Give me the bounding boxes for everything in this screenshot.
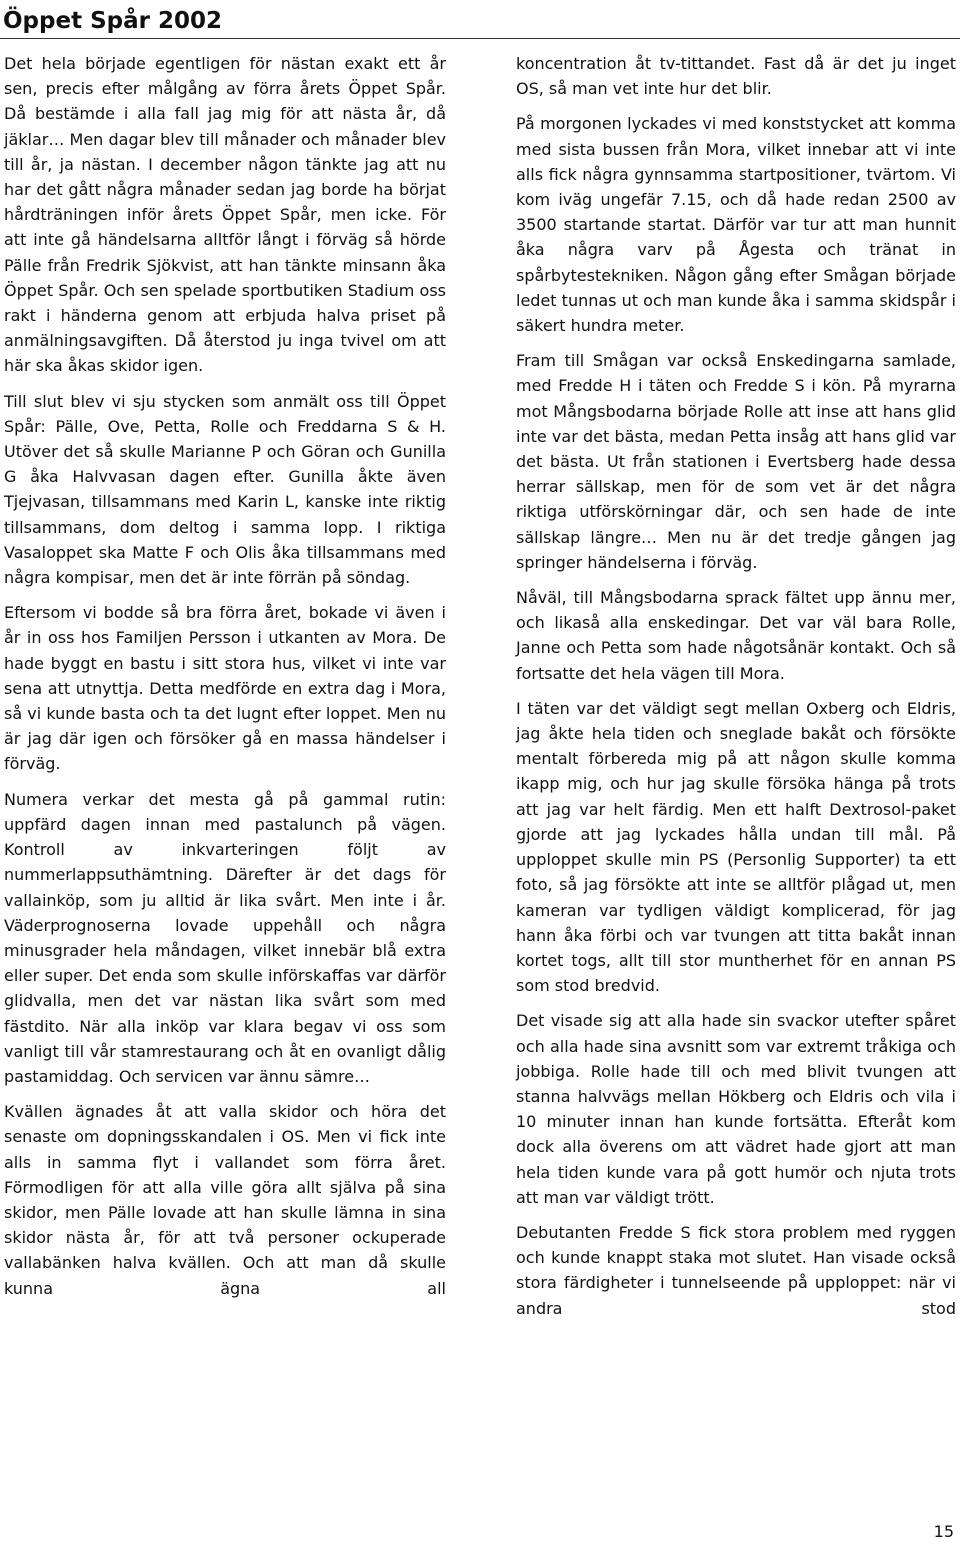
- paragraph: På morgonen lyckades vi med konststycket att komma med sista bussen från Mora, vilket innebar att vi inte alls fick några gynnsamma startpositioner, tvärtom. Vi kom iväg ungefär 7.15, och då hade redan 2500 av 3500 startande startat. Därför var tur att man hunnit åka några varv på Ågesta och tränat in spårbytestekniken. Någon gång efter Smågan började ledet tunnas ut och man kunde åka i samma skidspår i säkert hundra meter.: [516, 114, 956, 336]
- paragraph: Det hela började egentligen för nästan exakt ett år sen, precis efter målgång av förra årets Öppet Spår. Då bestämde i alla fall jag mig för att nästa år, då jäklar… Men dagar blev till månader och månader blev till år, ja nästan. I december någon tänkte jag att nu har det gått några månader sedan jag borde ha börjat hårdträningen inför årets Öppet Spår, men icke. För att inte gå händelsarna alltför långt i förväg så hörde Pälle från Fredrik Sjökvist, att han tänkte minsann åka Öppet Spår. Och sen spelade sportbutiken Stadium oss rakt i händerna genom att erbjuda halva priset på anmälningsavgiften. Då återstod ju inga tvivel om att här ska åkas skidor igen.: [4, 54, 446, 376]
- paragraph: Debutanten Fredde S fick stora problem med ryggen och kunde knappt staka mot slutet. Han visade också stora färdigheter i tunnelseende på upploppet: när vi andra stod: [516, 1222, 956, 1318]
- left-column: [4, 51, 446, 1311]
- page-number: 15: [933, 1522, 954, 1541]
- paragraph: Eftersom vi bodde så bra förra året, bokade vi även i år in oss hos Familjen Persson i utkanten av Mora. De hade byggt en bastu i sitt stora hus, vilket vi inte var sena att utnyttja. Detta medförde en extra dag i Mora, så vi kunde basta och ta det lugnt efter loppet. Men nu är jag där igen och försöker gå en massa händelser i förväg.: [4, 603, 446, 774]
- paragraph: Nåväl, till Mångsbodarna sprack fältet upp ännu mer, och likaså alla enskedingar. Det var väl bara Rolle, Janne och Petta som hade någotsånär kontakt. Och så fortsatte det hela vägen till Mora.: [516, 588, 956, 683]
- title-divider: [0, 38, 960, 39]
- paragraph: Fram till Smågan var också Enskedingarna samlade, med Fredde H i täten och Fredde S i kön. På myrarna mot Mångsbodarna började Rolle att inse att hans glid inte var det bästa, medan Petta insåg att hans glid var det bästa. Ut från stationen i Evertsberg hade dessa herrar sällskap, men för de som vet är det några riktiga utförskörningar där, och sen hade de inte sällskap längre… Men nu är det tredje gången jag springer händelserna i förväg.: [516, 351, 956, 572]
- paragraph: Till slut blev vi sju stycken som anmält oss till Öppet Spår: Pälle, Ove, Petta, Rolle och Freddarna S & H. Utöver det så skulle Marianne P och Göran och Gunilla G åka Halvvasan dagen efter. Gunilla åkte även Tjejvasan, tillsammans med Karin L, kanske inte riktig tillsammans, dom deltog i samma lopp. I riktiga Vasaloppet ska Matte F och Olis åka tillsammans med några kompisar, men det är inte förrän på söndag.: [4, 391, 446, 588]
- page-title: Öppet Spår 2002: [3, 8, 222, 34]
- paragraph: Numera verkar det mesta gå på gammal rutin: uppfärd dagen innan med pastalunch på vägen. Kontroll av inkvarteringen följt av nummerlappsuthämtning. Därefter är det dags för vallainköp, som ju alltid är lika svårt. Men inte i år. Väderprognoserna lovade uppehåll och några minusgrader hela måndagen, vilket innebär blå extra eller super. Det enda som skulle införskaffas var därför glidvalla, men det var nästan lika svårt som med fästdito. När alla inköp var klara begav vi oss som vanligt till vår stamrestaurang och åt en ovanligt dålig pastamiddag. Och servicen var ännu sämre…: [4, 789, 446, 1086]
- paragraph: koncentration åt tv-tittandet. Fast då är det ju inget OS, så man vet inte hur det blir.: [516, 54, 956, 99]
- right-column: [516, 51, 956, 1331]
- paragraph: Kvällen ägnades åt att valla skidor och höra det senaste om dopningsskandalen i OS. Men vi fick inte alls in samma flyt i vallandet som förra året. Förmodligen för att alla ville göra allt själva på sina skidor, men Pälle lovade att han skulle lämna in sina skidor nästa år, för att två personer ockuperade vallabänken halva kvällen. Och att man då skulle kunna ägna all: [4, 1102, 446, 1298]
- paragraph: Det visade sig att alla hade sin svackor utefter spåret och alla hade sina avsnitt som var extremt tråkiga och jobbiga. Rolle hade till och med blivit tvungen att stanna halvvägs mellan Hökberg och Eldris och vila i 10 minuter innan han kunde fortsätta. Efteråt kom dock alla överens om att vädret hade gjort att man hela tiden kunde vara på gott humör och njuta trots att man var väldigt trött.: [516, 1011, 956, 1207]
- paragraph: I täten var det väldigt segt mellan Oxberg och Eldris, jag åkte hela tiden och sneglade bakåt och försökte mentalt förbereda mig på att någon skulle komma ikapp mig, och hur jag skulle försöka hänga på trots att jag var helt färdig. Men ett halft Dextrosol-paket gjorde att jag lyckades hålla undan till mål. På upploppet skulle min PS (Personlig Supporter) ta ett foto, så jag försökte att inte se alltför plågad ut, men kameran var tydligen väldigt komplicerad, för jag hann åka förbi och var tvungen att titta bakåt innan kortet togs, allt till stor muntherhet för en annan PS som stod bredvid.: [516, 698, 956, 996]
